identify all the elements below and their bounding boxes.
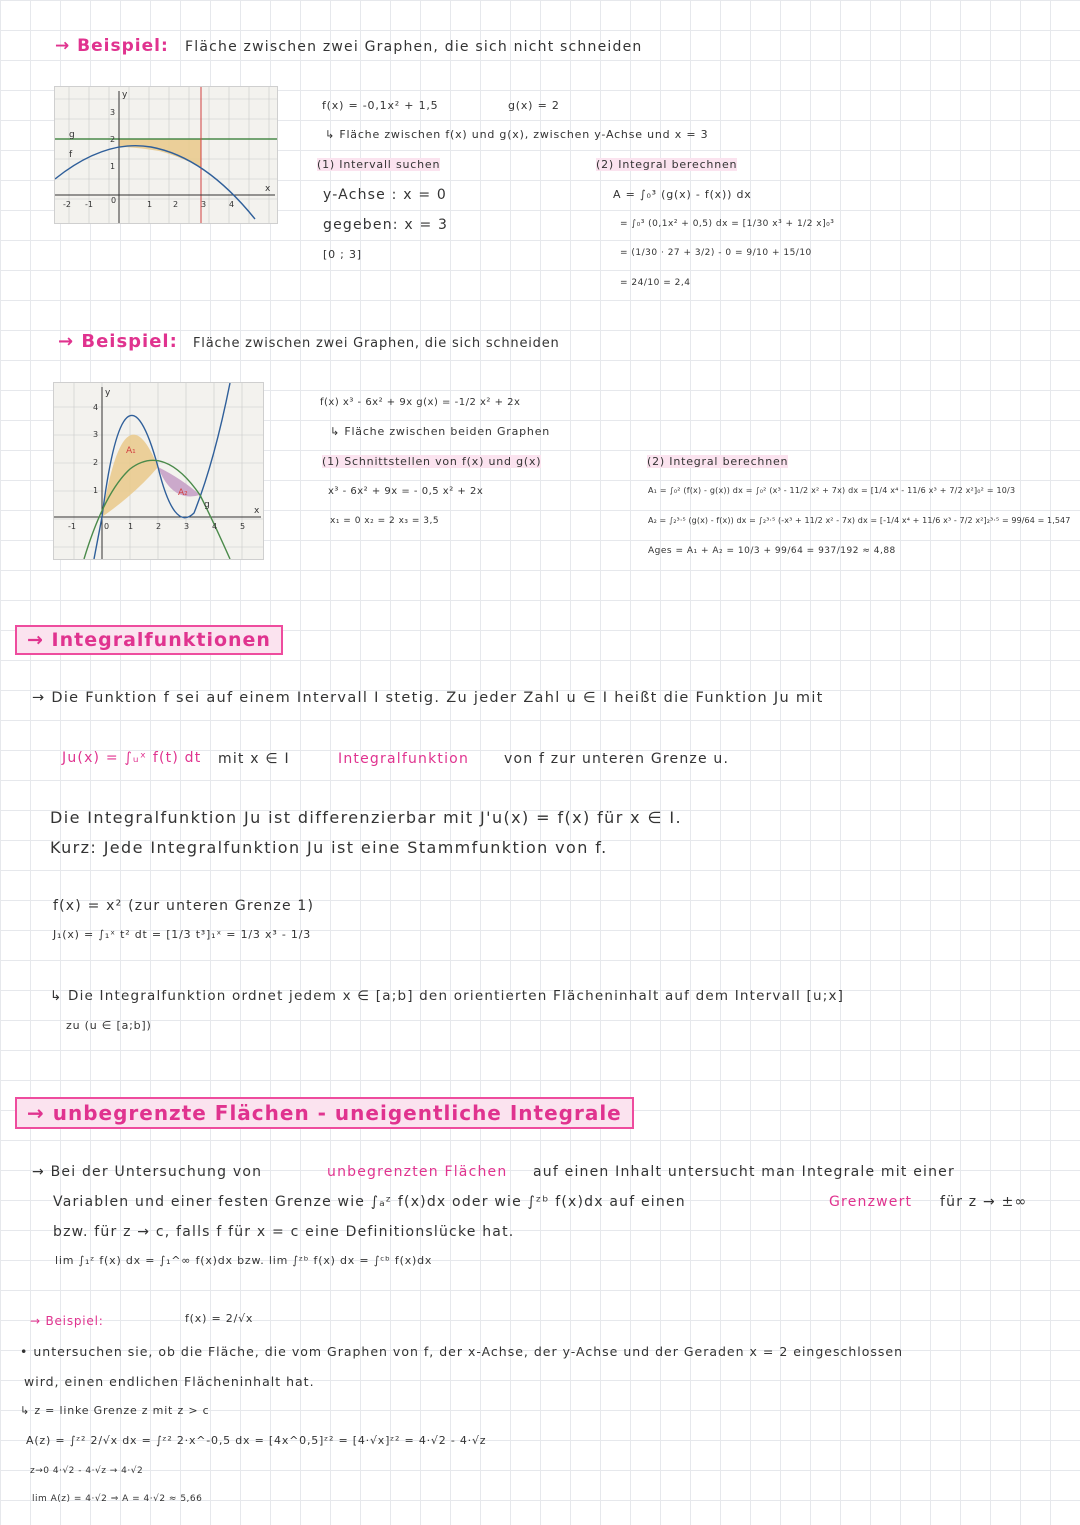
axis-label-y: y	[105, 388, 111, 398]
calc-line: A = ∫₀³ (g(x) - f(x)) dx	[613, 188, 752, 201]
solution-line: ↳ z = linke Grenze z mit z > c	[20, 1404, 210, 1417]
example-function: f(x) = 2/√x	[185, 1312, 254, 1325]
graph-label-g: g	[204, 500, 210, 510]
area-label-a2: A₂	[178, 488, 188, 498]
task-text: wird, einen endlichen Flächeninhalt hat.	[24, 1374, 315, 1389]
step-heading: (2) Integral berechnen	[647, 455, 789, 468]
example-title: Fläche zwischen zwei Graphen, die sich schneiden	[193, 336, 560, 351]
example-label: → Beispiel:	[30, 1314, 104, 1328]
text-line: gegeben: x = 3	[323, 217, 449, 233]
axis-label-x: x	[265, 184, 271, 194]
definition-rest: von f zur unteren Grenze u.	[504, 751, 730, 767]
note-text: zu (u ∈ [a;b])	[66, 1019, 152, 1032]
tick-y: 3	[93, 430, 99, 439]
tick-y: 2	[93, 458, 99, 467]
axis-label-y: y	[122, 90, 128, 100]
function-g: g(x) = 2	[508, 99, 560, 112]
paragraph-term: unbegrenzten Flächen	[327, 1164, 508, 1180]
tick-x: 4	[212, 522, 218, 531]
paragraph-end: auf einen Inhalt untersucht man Integrale mit einer	[533, 1164, 955, 1180]
summary-text: Kurz: Jede Integralfunktion Ju ist eine Stammfunktion von f.	[50, 838, 608, 857]
step-heading: (1) Schnittstellen von f(x) und g(x)	[322, 455, 542, 468]
tick-x: 3	[184, 522, 190, 531]
example-title: Fläche zwischen zwei Graphen, die sich nicht schneiden	[185, 39, 643, 55]
tick-x: 1	[128, 522, 134, 531]
tick-x: 3	[201, 200, 207, 209]
graph-label-f: f	[69, 150, 73, 160]
text-line: [0 ; 3]	[323, 248, 362, 261]
roots: x₁ = 0 x₂ = 2 x₃ = 3,5	[330, 516, 440, 526]
paragraph-start: → Bei der Untersuchung von	[32, 1164, 263, 1180]
step-heading: (2) Integral berechnen	[596, 158, 738, 171]
tick-x: 2	[156, 522, 162, 531]
tick-x: 0	[104, 522, 110, 531]
calc-a1: A₁ = ∫₀² (f(x) - g(x)) dx = ∫₀² (x³ - 11/2 x² + 7x) dx = [1/4 x⁴ - 11/6 x³ + 7/2 x²]₀² = 10/3	[648, 486, 1016, 495]
definition-formula: Ju(x) = ∫ᵤˣ f(t) dt	[62, 750, 202, 766]
calc-line: = ∫₀³ (0,1x² + 0,5) dx = [1/30 x³ + 1/2 x]₀³	[620, 219, 835, 229]
calc-line: = 24/10 = 2,4	[620, 278, 691, 288]
property-text: Die Integralfunktion Ju ist differenzierbar mit J'u(x) = f(x) für x ∈ I.	[50, 808, 682, 827]
area-description: ↳ Fläche zwischen f(x) und g(x), zwischen y-Achse und x = 3	[325, 128, 709, 141]
calc-a2: A₂ = ∫₂³·⁵ (g(x) - f(x)) dx = ∫₂³·⁵ (-x³ + 11/2 x² - 7x) dx = [-1/4 x⁴ + 11/6 x³ - 7/2 x²]₂³·⁵ = 99/64 = 1,547	[648, 516, 1071, 525]
tick-x: -2	[63, 200, 71, 209]
functions: f(x) x³ - 6x² + 9x g(x) = -1/2 x² + 2x	[320, 397, 521, 408]
definition-domain: mit x ∈ I	[218, 751, 290, 767]
area-description: ↳ Fläche zwischen beiden Graphen	[330, 425, 551, 438]
tick-x: -1	[85, 200, 93, 209]
paragraph-start: Variablen und einer festen Grenze wie ∫ₐᶻ f(x)dx oder wie ∫ᶻᵇ f(x)dx auf einen	[53, 1194, 686, 1210]
graph-example-2	[53, 382, 264, 560]
example-integral: J₁(x) = ∫₁ˣ t² dt = [1/3 t³]₁ˣ = 1/3 x³ - 1/3	[53, 928, 311, 941]
tick-y: 1	[110, 162, 116, 171]
tick-y: 1	[93, 486, 99, 495]
function-f: f(x) = -0,1x² + 1,5	[322, 99, 439, 112]
tick-x: 5	[240, 522, 246, 531]
graph-label-g: g	[69, 130, 75, 140]
example-label: → Beispiel:	[58, 331, 178, 352]
solution-line: A(z) = ∫ᶻ² 2/√x dx = ∫ᶻ² 2·x^-0,5 dx = [4x^0,5]ᶻ² = [4·√x]ᶻ² = 4·√2 - 4·√z	[26, 1434, 487, 1447]
section-heading: → Integralfunktionen	[15, 625, 283, 655]
equation: x³ - 6x² + 9x = - 0,5 x² + 2x	[328, 486, 484, 497]
paragraph-text: bzw. für z → c, falls f für x = c eine Definitionslücke hat.	[53, 1224, 515, 1240]
tick-x: 1	[147, 200, 153, 209]
solution-line: z→0 4·√2 - 4·√z → 4·√2	[30, 1466, 144, 1476]
task-text: • untersuchen sie, ob die Fläche, die vom Graphen von f, der x-Achse, der y-Achse und der Geraden x = 2 eingeschlossen	[20, 1344, 904, 1359]
step-heading: (1) Intervall suchen	[317, 158, 441, 171]
note-text: ↳ Die Integralfunktion ordnet jedem x ∈ [a;b] den orientierten Flächeninhalt auf dem Intervall [u;x]	[50, 988, 845, 1004]
graph-example-1	[54, 86, 278, 224]
tick-x: -1	[68, 522, 76, 531]
solution-line: lim A(z) = 4·√2 ⇒ A = 4·√2 ≈ 5,66	[32, 1494, 203, 1504]
calc-total: Ages = A₁ + A₂ = 10/3 + 99/64 = 937/192 ≈ 4,88	[648, 546, 896, 556]
tick-y: 4	[93, 403, 99, 412]
definition-term: Integralfunktion	[338, 751, 470, 767]
tick-x: 2	[173, 200, 179, 209]
calc-line: = (1/30 · 27 + 3/2) - 0 = 9/10 + 15/10	[620, 248, 812, 258]
tick-x: 0	[111, 196, 117, 205]
text-line: y-Achse : x = 0	[323, 187, 448, 203]
paragraph-term: Grenzwert	[829, 1194, 913, 1210]
limit-formula: lim ∫₁ᶻ f(x) dx = ∫₁^∞ f(x)dx bzw. lim ∫ᶻᵇ f(x) dx = ∫ᶜᵇ f(x)dx	[55, 1254, 433, 1267]
area-label-a1: A₁	[126, 446, 136, 456]
section-heading: → unbegrenzte Flächen - uneigentliche Integrale	[15, 1097, 634, 1129]
definition-text: → Die Funktion f sei auf einem Intervall I stetig. Zu jeder Zahl u ∈ I heißt die Funktion Ju mit	[32, 690, 824, 706]
paragraph-end: für z → ±∞	[940, 1194, 1028, 1210]
example-function: f(x) = x² (zur unteren Grenze 1)	[53, 898, 315, 914]
tick-x: 4	[229, 200, 235, 209]
tick-y: 3	[110, 108, 116, 117]
example-label: → Beispiel:	[55, 36, 169, 56]
axis-label-x: x	[254, 506, 260, 516]
tick-y: 2	[110, 135, 116, 144]
